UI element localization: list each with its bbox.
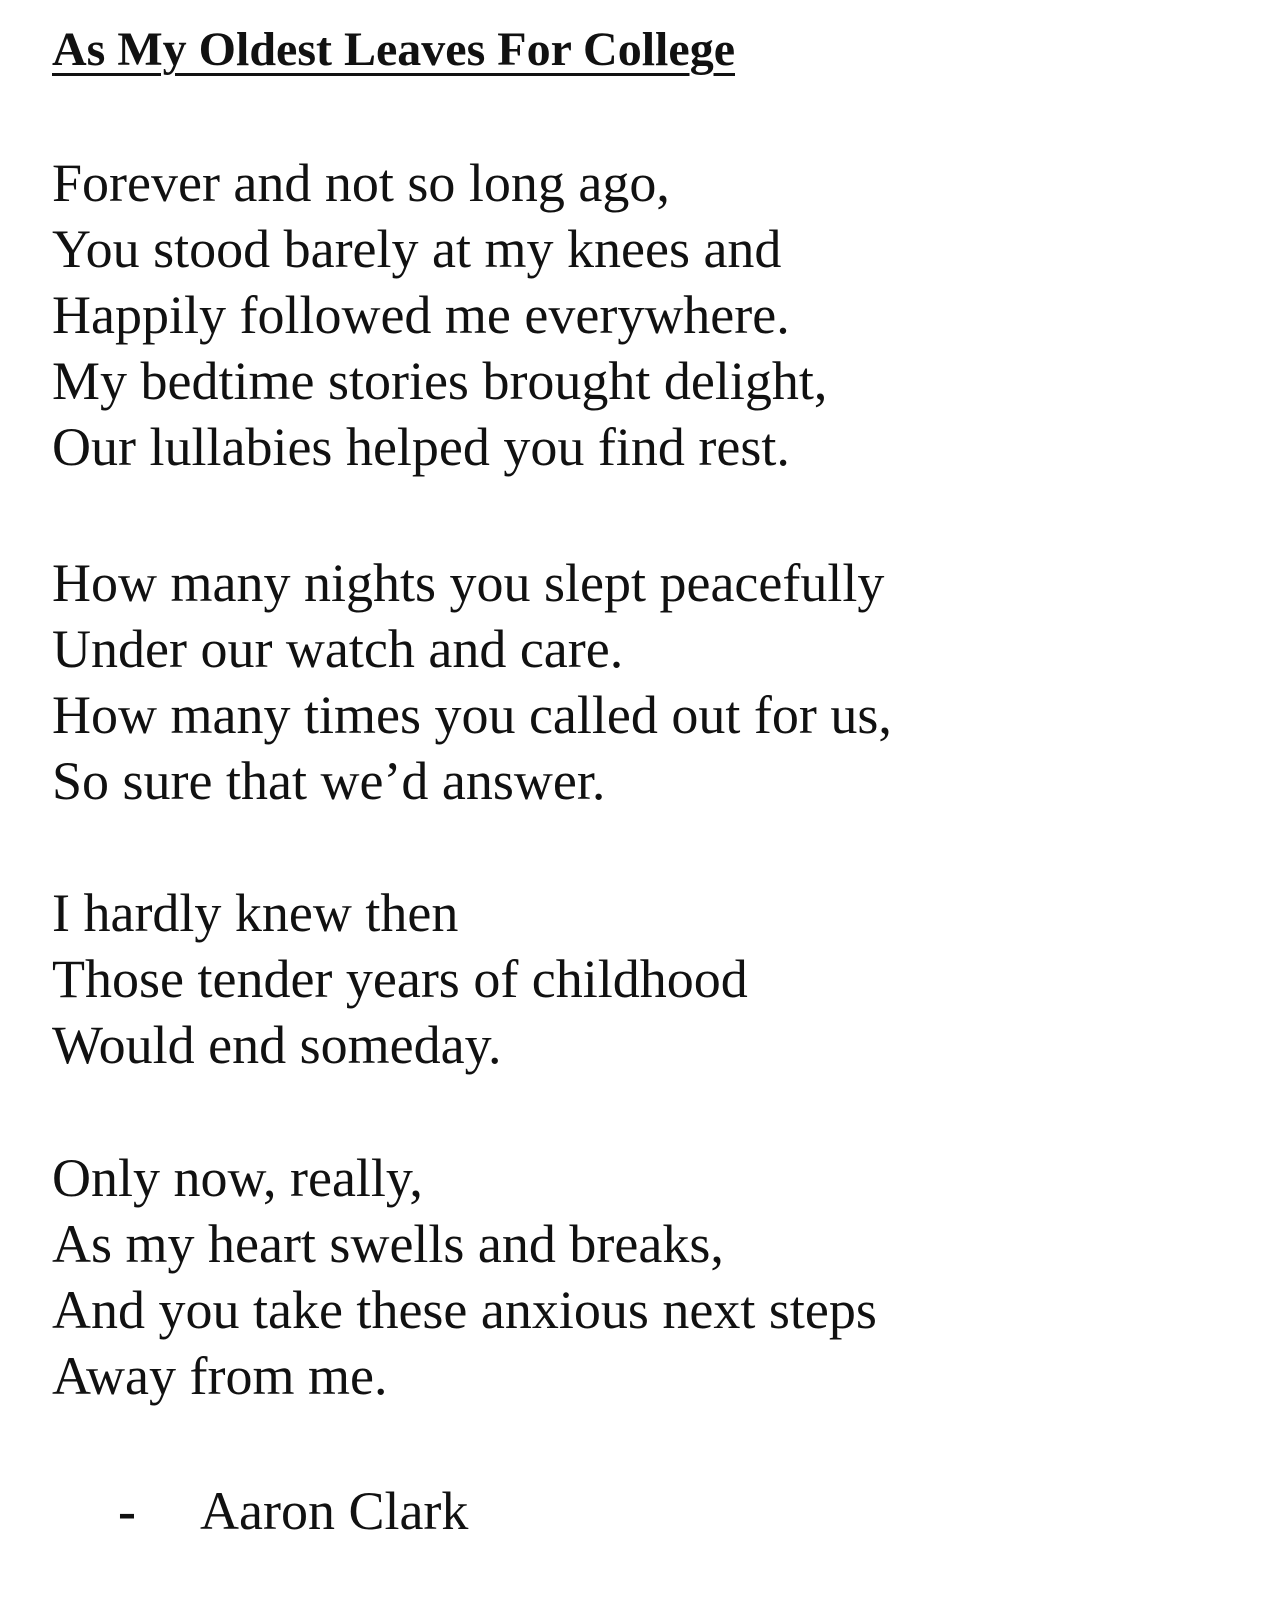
stanza-2 — [52, 550, 892, 814]
poem-line: You stood barely at my knees and — [52, 219, 782, 279]
poem-line: Happily followed me everywhere. — [52, 285, 790, 345]
poem-title: As My Oldest Leaves For College — [52, 23, 735, 76]
poem-line: Forever and not so long ago, — [52, 153, 670, 213]
poem-line: How many times you called out for us, — [52, 685, 892, 745]
stanza-1 — [52, 150, 827, 480]
stanza-3 — [52, 880, 748, 1078]
signature-dash: - — [118, 1481, 136, 1541]
author-signature — [118, 1478, 468, 1544]
poem-line: As my heart swells and breaks, — [52, 1214, 724, 1274]
poem-line: Only now, really, — [52, 1148, 423, 1208]
poem-line: My bedtime stories brought delight, — [52, 351, 828, 411]
poem-line: Those tender years of childhood — [52, 949, 748, 1009]
poem-line: So sure that we’d answer. — [52, 751, 606, 811]
stanza-4 — [52, 1145, 877, 1409]
poem-line: Under our watch and care. — [52, 619, 624, 679]
poem-line: Our lullabies helped you find rest. — [52, 417, 790, 477]
poem-line: How many nights you slept peacefully — [52, 553, 885, 613]
poem-line: And you take these anxious next steps — [52, 1280, 877, 1340]
poem-line: I hardly knew then — [52, 883, 459, 943]
author-name: Aaron Clark — [200, 1481, 469, 1541]
poem-line: Would end someday. — [52, 1015, 502, 1075]
poem-line: Away from me. — [52, 1346, 388, 1406]
